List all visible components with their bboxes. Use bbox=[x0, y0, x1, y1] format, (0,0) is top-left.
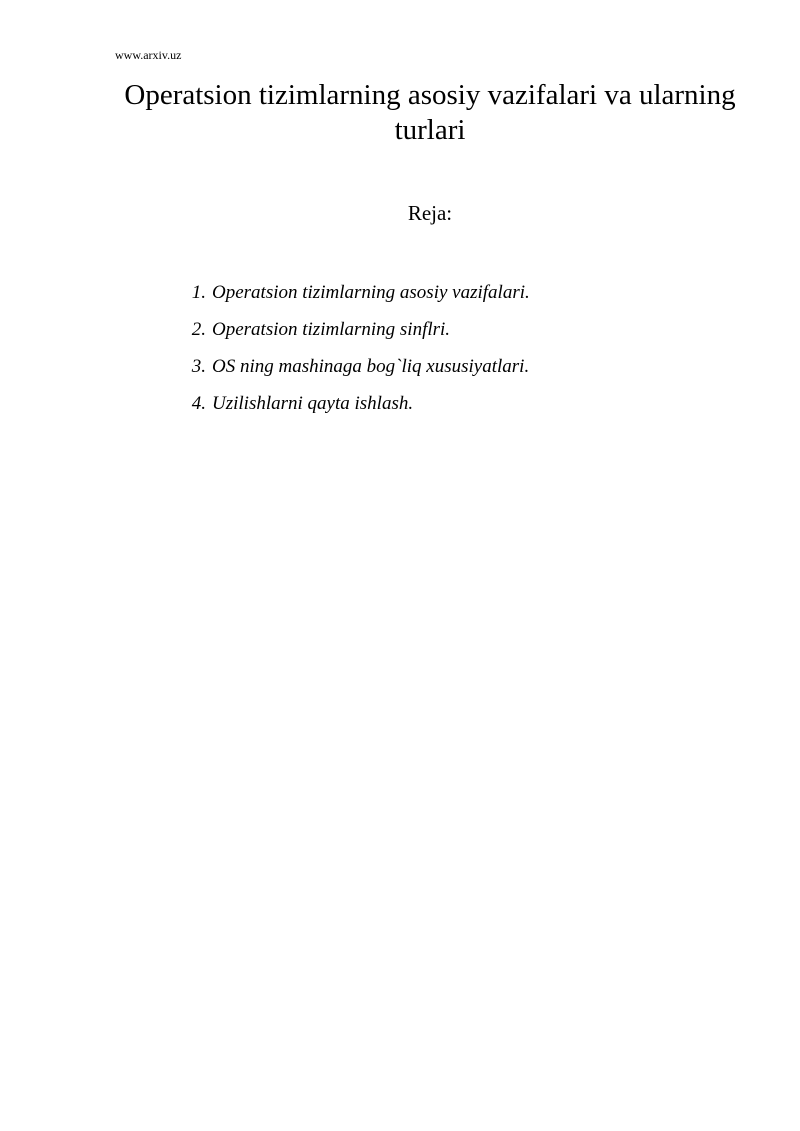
plan-item-text: Uzilishlarni qayta ishlash. bbox=[212, 393, 414, 414]
plan-list bbox=[180, 280, 530, 428]
plan-item-text: OS ning mashinaga bog`liq xususiyatlari. bbox=[212, 356, 530, 377]
document-title: Operatsion tizimlarning asosiy vazifalari va ularning turlari bbox=[124, 79, 736, 146]
plan-item bbox=[180, 317, 530, 354]
plan-item bbox=[180, 354, 530, 391]
plan-item-number: 4. bbox=[191, 393, 206, 414]
header-url: www.arxiv.uz bbox=[115, 48, 182, 62]
plan-item-number: 1. bbox=[191, 282, 206, 303]
plan-heading: Reja: bbox=[407, 201, 453, 225]
plan-item-number: 2. bbox=[191, 319, 206, 340]
plan-item-number: 3. bbox=[191, 356, 206, 377]
plan-item bbox=[180, 391, 530, 428]
plan-item bbox=[180, 280, 530, 317]
plan-item-text: Operatsion tizimlarning asosiy vazifalari. bbox=[212, 282, 530, 303]
plan-item-text: Operatsion tizimlarning sinflri. bbox=[212, 319, 451, 340]
